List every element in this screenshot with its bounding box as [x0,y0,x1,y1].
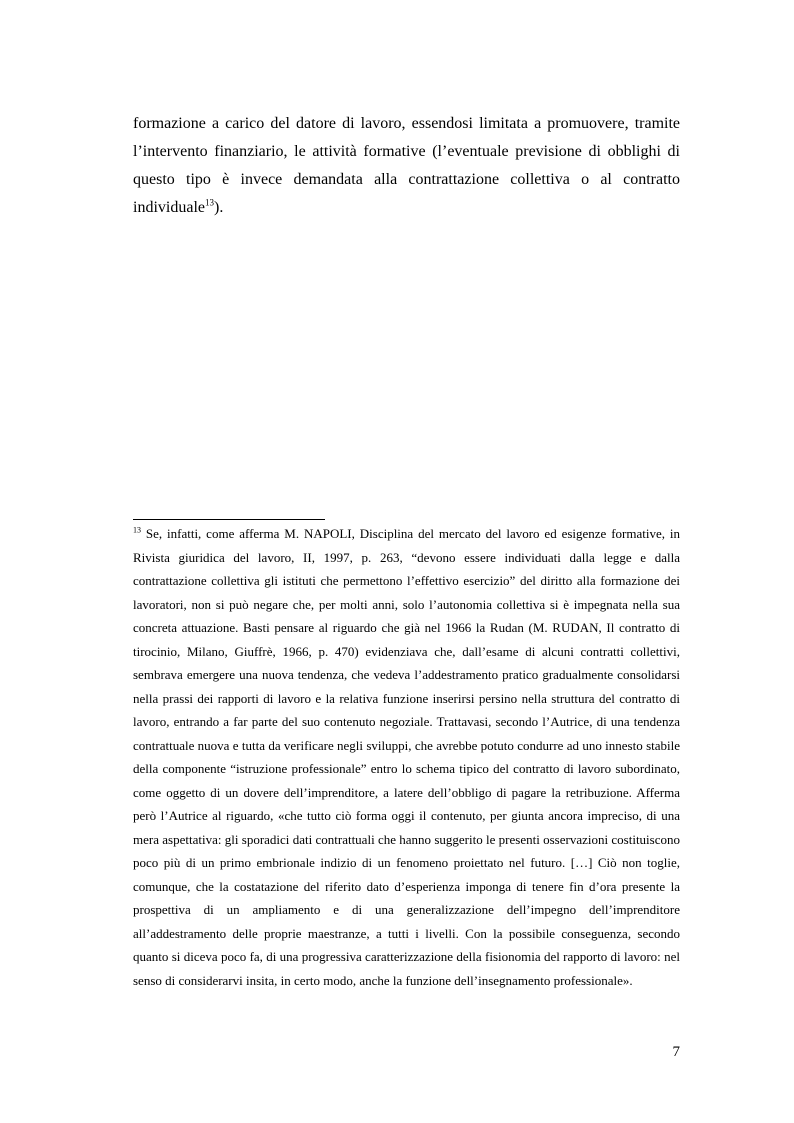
footnote-separator [133,519,325,520]
body-paragraph-text: formazione a carico del datore di lavoro, essendosi limitata a promuovere, tramite l’intervento finanziario, le attività formative (l’eventuale previsione di obblighi di questo tipo è invece demandata alla contrattazione collettiva o al contratto individuale [133,115,680,216]
body-paragraph-end: ). [213,199,224,216]
footnote [133,522,680,992]
body-paragraph [133,110,680,222]
footnote-reference[interactable]: 13 [204,197,214,208]
footnote-number: 13 [133,525,141,535]
footnote-text: Se, infatti, come afferma M. NAPOLI, Disciplina del mercato del lavoro ed esigenze formative, in Rivista giuridica del lavoro, II, 1997, p. 263, “devono essere individuati dalla legge e dalla contrattazione collettiva gli istituti che permettono l’effettivo esercizio” del diritto alla formazione dei lavoratori, non si può negare che, per molti anni, solo l’autonomia collettiva si è impegnata nella sua concreta attuazione. Basti pensare al riguardo che già nel 1966 la Rudan (M. RUDAN, Il contratto di tirocinio, Milano, Giuffrè, 1966, p. 470) evidenziava che, dall’esame di alcuni contratti collettivi, sembrava emergere una nuova tendenza, che vedeva l’addestramento pratico gradualmente consolidarsi nella prassi dei rapporti di lavoro e la relativa funzione inserirsi persino nella struttura del contratto di lavoro, entrando a far parte del suo contenuto negoziale. Trattavasi, secondo l’Autrice, di una tendenza contrattuale nuova e tutta da verificare negli sviluppi, che avrebbe potuto condurre ad uno innesto stabile della componente “istruzione professionale” entro lo schema tipico del contratto di lavoro subordinato, come oggetto di un dovere dell’imprenditore, a latere dell’obbligo di pagare la retribuzione. Afferma però l’Autrice al riguardo, «che tutto ciò forma oggi il contenuto, per giunta ancora impreciso, di una mera aspettativa: gli sporadici dati contrattuali che hanno suggerito le presenti osservazioni costituiscono poco più di un primo embrionale indizio di un fenomeno proiettato nel futuro. […] Ciò non toglie, comunque, che la costatazione del riferito dato d’esperienza imponga di tenere fin d’ora presente la prospettiva di un ampliamento e di una generalizzazione dell’impegno dell’imprenditore all’addestramento delle proprie maestranze, a tutti i livelli. Con la possibile conseguenza, secondo quanto si diceva poco fa, di una progressiva caratterizzazione della fisionomia del rapporto di lavoro: nel senso di considerarvi insita, in certo modo, anche la funzione dell’insegnamento professionale». [133,526,680,988]
page-number: 7 [672,1044,680,1060]
